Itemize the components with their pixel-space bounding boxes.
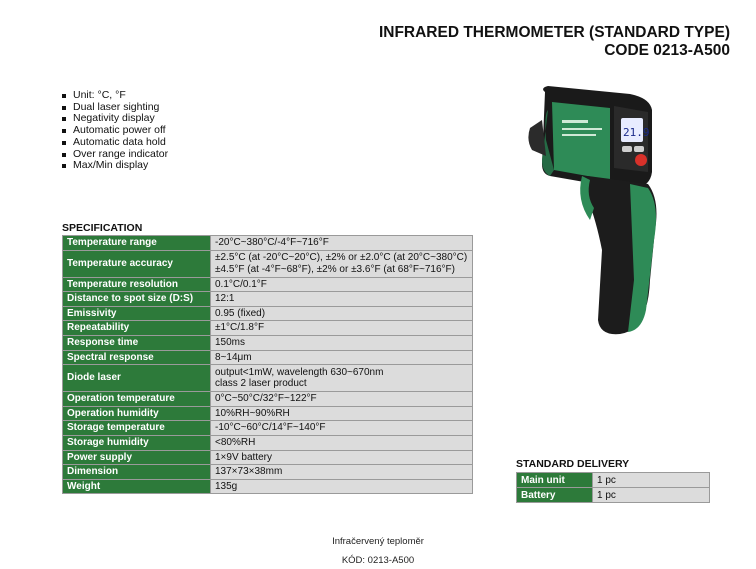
spec-label: Dimension <box>63 465 211 480</box>
spec-value: 137×73×38mm <box>211 465 473 480</box>
spec-value-line: ±4.5°F (at -4°F~68°F), ±2% or ±3.6°F (at 68°F~716°F) <box>215 263 455 275</box>
footer-code: KÓD: 0213-A500 <box>341 555 415 566</box>
spec-label: Temperature resolution <box>63 277 211 292</box>
spec-value: -10°C~60°C/14°F~140°F <box>211 421 473 436</box>
spec-value <box>211 250 473 277</box>
table-row <box>63 350 473 365</box>
specification-table <box>62 235 473 494</box>
spec-label: Operation temperature <box>63 392 211 407</box>
delivery-value: 1 pc <box>593 473 710 488</box>
table-row <box>63 479 473 494</box>
feature-item: Automatic power off <box>62 125 168 137</box>
spec-value: 12:1 <box>211 292 473 307</box>
spec-label: Storage temperature <box>63 421 211 436</box>
delivery-label: Main unit <box>517 473 593 488</box>
spec-label: Storage humidity <box>63 435 211 450</box>
spec-value: 10%RH~90%RH <box>211 406 473 421</box>
table-row <box>63 321 473 336</box>
spec-value: 1×9V battery <box>211 450 473 465</box>
footer-caption: Infračervený teploměr <box>332 536 424 547</box>
spec-value: 150ms <box>211 335 473 350</box>
spec-value-line: ±2.5°C (at -20°C~20°C), ±2% or ±2.0°C (at 20°C~380°C) <box>215 252 468 264</box>
feature-item: Dual laser sighting <box>62 102 168 114</box>
spec-value: 135g <box>211 479 473 494</box>
spec-label: Power supply <box>63 450 211 465</box>
spec-value: <80%RH <box>211 435 473 450</box>
spec-value: ±1°C/1.8°F <box>211 321 473 336</box>
table-row <box>63 277 473 292</box>
title-line-2: CODE 0213-A500 <box>604 42 730 59</box>
spec-value-line: output<1mW, wavelength 630~670nm <box>215 366 384 378</box>
feature-item: Over range indicator <box>62 149 168 161</box>
table-row <box>63 465 473 480</box>
delivery-label: Battery <box>517 488 593 503</box>
feature-item: Max/Min display <box>62 160 168 172</box>
spec-label: Operation humidity <box>63 406 211 421</box>
feature-item: Automatic data hold <box>62 137 168 149</box>
table-row <box>63 450 473 465</box>
table-row <box>517 488 710 503</box>
spec-label: Temperature accuracy <box>63 250 211 277</box>
delivery-value: 1 pc <box>593 488 710 503</box>
delivery-table <box>516 472 710 503</box>
spec-label: Distance to spot size (D:S) <box>63 292 211 307</box>
page-title <box>379 24 730 60</box>
title-line-1: INFRARED THERMOMETER (STANDARD TYPE) <box>378 24 730 41</box>
table-row <box>63 392 473 407</box>
spec-value <box>211 365 473 392</box>
delivery-heading: STANDARD DELIVERY <box>516 458 630 470</box>
table-row <box>63 435 473 450</box>
table-row <box>63 335 473 350</box>
feature-list <box>62 90 168 172</box>
display-reading: 21.9 <box>623 126 650 139</box>
table-row <box>63 306 473 321</box>
spec-value: 0.95 (fixed) <box>211 306 473 321</box>
table-row <box>63 421 473 436</box>
table-row <box>63 250 473 277</box>
feature-item: Unit: °C, °F <box>62 90 168 102</box>
spec-value-line: class 2 laser product <box>215 378 307 390</box>
spec-value: -20°C~380°C/-4°F~716°F <box>211 236 473 251</box>
spec-label: Spectral response <box>63 350 211 365</box>
feature-item: Negativity display <box>62 113 168 125</box>
spec-value: 8~14μm <box>211 350 473 365</box>
spec-label: Emissivity <box>63 306 211 321</box>
table-row <box>63 365 473 392</box>
spec-label: Weight <box>63 479 211 494</box>
table-row <box>63 292 473 307</box>
spec-label: Diode laser <box>63 365 211 392</box>
spec-label: Response time <box>63 335 211 350</box>
spec-label: Repeatability <box>63 321 211 336</box>
spec-value: 0°C~50°C/32°F~122°F <box>211 392 473 407</box>
table-row <box>63 236 473 251</box>
specification-heading: SPECIFICATION <box>62 222 143 234</box>
table-row <box>63 406 473 421</box>
spec-label: Temperature range <box>63 236 211 251</box>
table-row <box>517 473 710 488</box>
spec-value: 0.1°C/0.1°F <box>211 277 473 292</box>
infrared-thermometer-icon <box>510 80 710 350</box>
